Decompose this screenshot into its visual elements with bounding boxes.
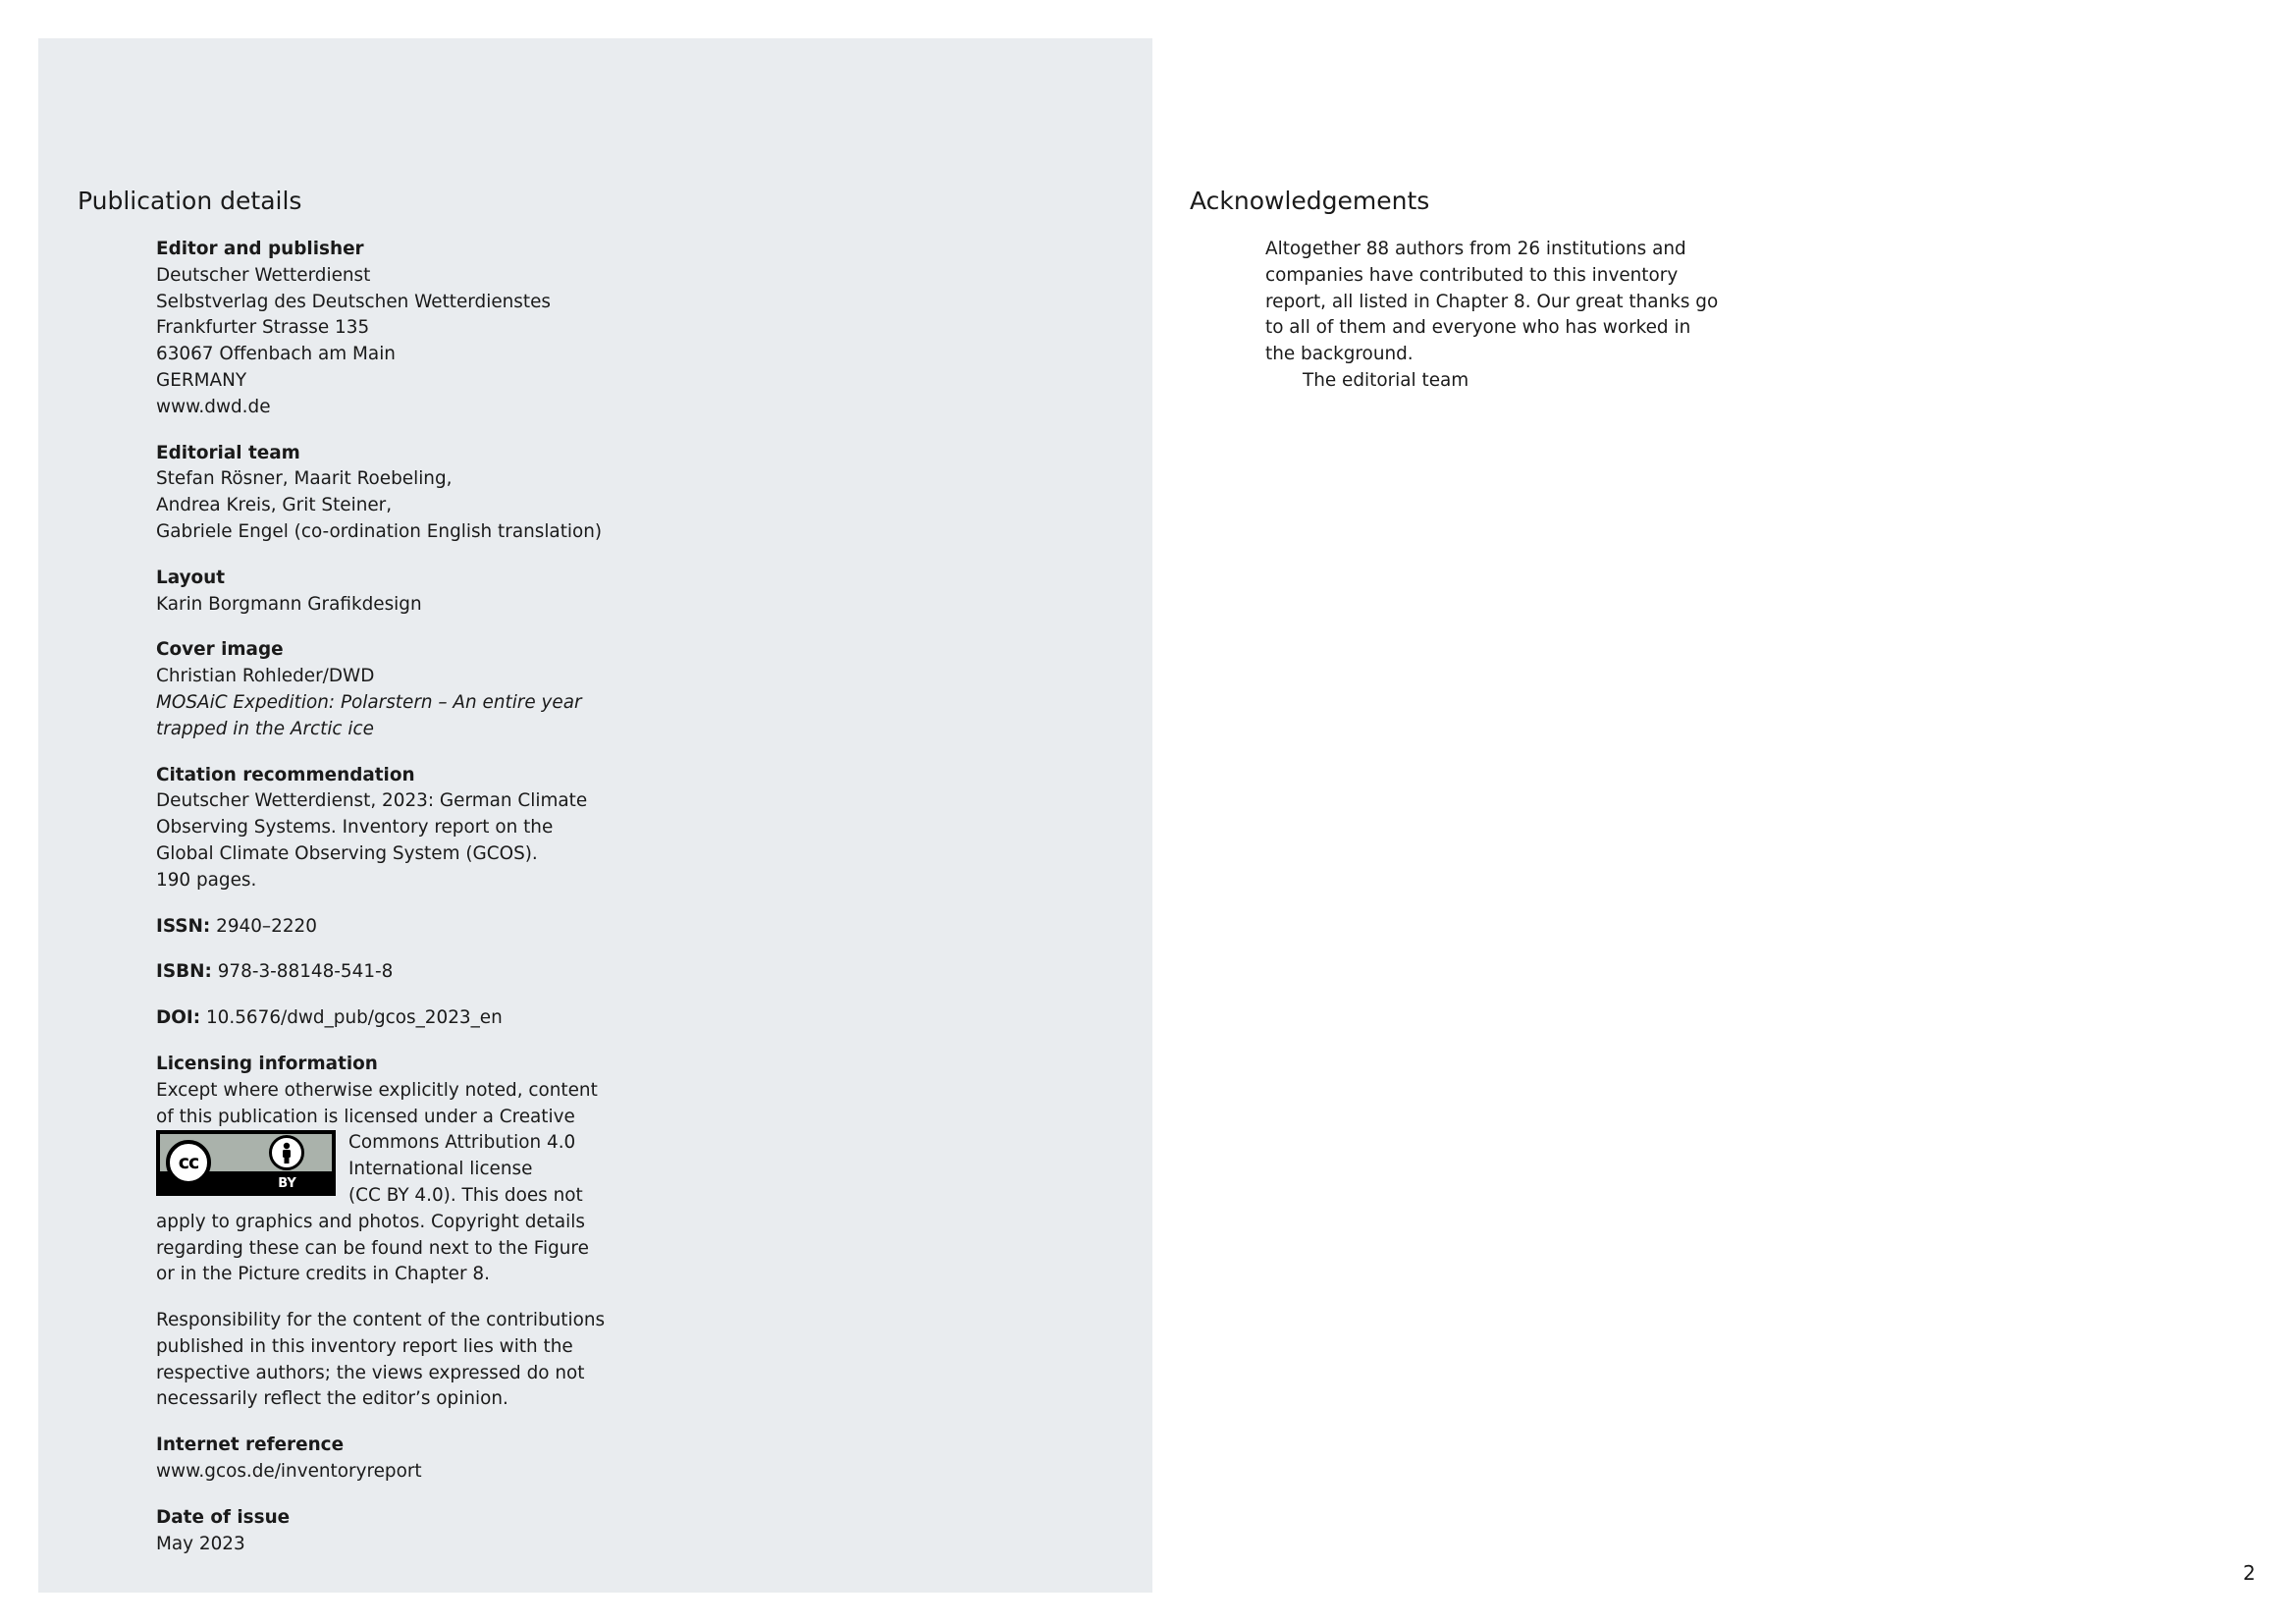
- editor-label: Editor and publisher: [156, 239, 364, 259]
- responsibility-section: [156, 1308, 608, 1413]
- doi-label: DOI:: [156, 1007, 201, 1029]
- creative-commons-icon: cc: [166, 1140, 211, 1185]
- date-of-issue-value: May 2023: [156, 1533, 245, 1554]
- responsibility-line: published in this inventory report lies with the: [156, 1335, 573, 1357]
- editor-line: Selbstverlag des Deutschen Wetterdienstes: [156, 291, 551, 312]
- page-number: 2: [2243, 1561, 2256, 1585]
- internet-reference-section: [156, 1433, 608, 1486]
- editorial-team-line: Gabriele Engel (co-ordination English translation): [156, 520, 603, 542]
- responsibility-line: Responsibility for the content of the contributions: [156, 1310, 606, 1331]
- licensing-line: Commons Attribution 4.0: [348, 1132, 576, 1154]
- cover-image-credit: Christian Rohleder/DWD: [156, 666, 375, 687]
- issn-label: ISSN:: [156, 915, 211, 937]
- internet-reference-link[interactable]: www.gcos.de/inventoryreport: [156, 1461, 422, 1483]
- licensing-line: (CC BY 4.0). This does not: [348, 1184, 583, 1206]
- cc-by-license-badge[interactable]: [156, 1130, 336, 1196]
- layout-section: [156, 566, 608, 619]
- editorial-team-line: Stefan Rösner, Maarit Roebeling,: [156, 468, 453, 490]
- doi-value[interactable]: 10.5676/dwd_pub/gcos_2023_en: [205, 1007, 503, 1029]
- editor-line: Frankfurter Strasse 135: [156, 317, 370, 339]
- responsibility-line: necessarily reflect the editor’s opinion.: [156, 1388, 508, 1410]
- citation-label: Citation recommendation: [156, 764, 415, 785]
- isbn-label: ISBN:: [156, 961, 212, 983]
- acknowledgements-line: Altogether 88 authors from 26 institutions and: [1265, 239, 1686, 259]
- citation-section: [156, 763, 608, 894]
- by-label: BY: [278, 1175, 296, 1191]
- date-of-issue-section: [156, 1505, 608, 1558]
- editor-line: Deutscher Wetterdienst: [156, 264, 371, 286]
- isbn-section: [156, 959, 608, 986]
- acknowledgements-body: [1265, 237, 1776, 395]
- licensing-line: of this publication is licensed under a Creative: [156, 1106, 575, 1127]
- cover-image-caption: trapped in the Arctic ice: [156, 718, 374, 739]
- acknowledgements-heading: Acknowledgements: [1190, 187, 1430, 215]
- citation-line: Global Climate Observing System (GCOS).: [156, 842, 538, 864]
- editorial-team-label: Editorial team: [156, 442, 300, 463]
- publication-details-heading: Publication details: [78, 187, 302, 215]
- licensing-line: Except where otherwise explicitly noted, content: [156, 1079, 598, 1101]
- licensing-line: regarding these can be found next to the Figure: [156, 1237, 589, 1259]
- acknowledgements-line: the background.: [1265, 344, 1414, 365]
- citation-line: 190 pages.: [156, 869, 257, 891]
- editor-website-link[interactable]: www.dwd.de: [156, 396, 271, 417]
- acknowledgements-line: companies have contributed to this inventory: [1265, 264, 1679, 286]
- layout-line: Karin Borgmann Grafikdesign: [156, 593, 422, 615]
- cover-image-caption: MOSAiC Expedition: Polarstern – An entire year: [156, 691, 582, 713]
- attribution-person-icon: [269, 1135, 304, 1170]
- issn-value: 2940–2220: [216, 915, 317, 937]
- cover-image-section: [156, 637, 608, 742]
- editor-line: 63067 Offenbach am Main: [156, 344, 396, 365]
- licensing-line: or in the Picture credits in Chapter 8.: [156, 1264, 490, 1285]
- publication-details-body: [156, 237, 608, 1577]
- acknowledgements-line: to all of them and everyone who has worked in: [1265, 317, 1691, 339]
- responsibility-line: respective authors; the views expressed do not: [156, 1362, 585, 1383]
- editor-section: [156, 237, 608, 421]
- date-of-issue-label: Date of issue: [156, 1506, 291, 1528]
- editorial-team-line: Andrea Kreis, Grit Steiner,: [156, 495, 393, 516]
- isbn-value: 978-3-88148-541-8: [217, 961, 394, 983]
- licensing-line: International license: [348, 1159, 533, 1180]
- doi-section: [156, 1005, 608, 1032]
- cover-image-label: Cover image: [156, 639, 284, 661]
- licensing-line: apply to graphics and photos. Copyright details: [156, 1211, 585, 1232]
- issn-section: [156, 914, 608, 941]
- licensing-section: [156, 1052, 608, 1288]
- licensing-label: Licensing information: [156, 1053, 378, 1074]
- editorial-team-section: [156, 441, 608, 546]
- internet-reference-label: Internet reference: [156, 1435, 345, 1456]
- layout-label: Layout: [156, 567, 226, 588]
- citation-line: Deutscher Wetterdienst, 2023: German Climate: [156, 790, 588, 812]
- editor-line: GERMANY: [156, 369, 247, 391]
- acknowledgements-line: report, all listed in Chapter 8. Our great thanks go: [1265, 291, 1719, 312]
- citation-line: Observing Systems. Inventory report on the: [156, 817, 554, 839]
- acknowledgements-signature: The editorial team: [1303, 369, 1469, 391]
